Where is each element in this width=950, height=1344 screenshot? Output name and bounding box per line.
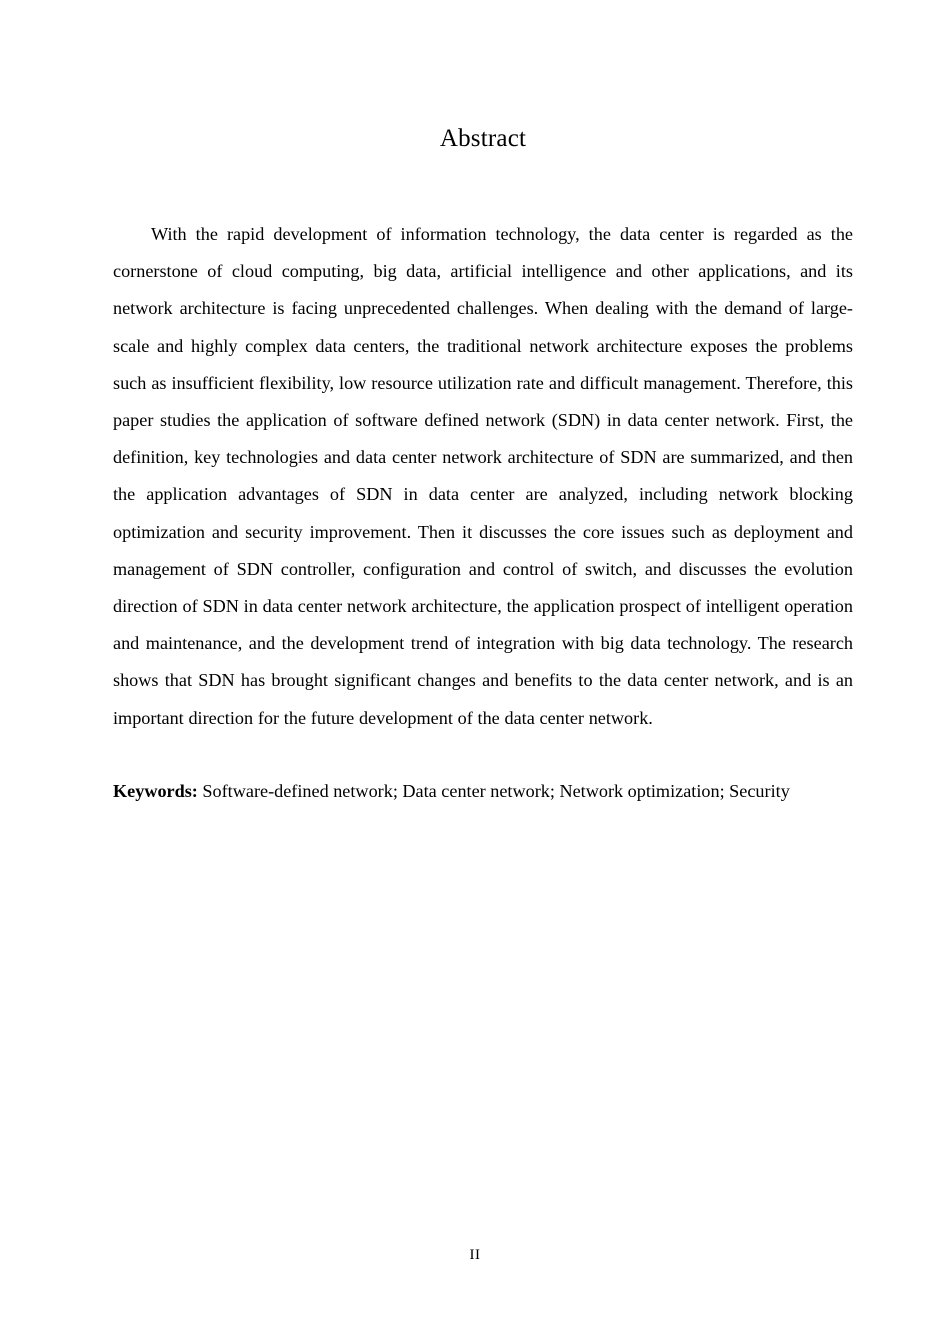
page-content — [113, 0, 853, 810]
page-title: Abstract — [439, 125, 527, 152]
keywords-line — [113, 737, 853, 810]
abstract-paragraph: With the rapid development of information technology, the data center is regarded as the cornerstone of cloud computing, big data, artificial intelligence and other applications, and its network architecture is facing unprecedented challenges. When dealing with the demand of large-scale and highly complex data centers, the traditional network architecture exposes the problems such as insufficient flexibility, low resource utilization rate and difficult management. Therefore, this paper studies the application of software defined network (SDN) in data center network. First, the definition, key technologies and data center network architecture of SDN are summarized, and then the application advantages of SDN in data center are analyzed, including network blocking optimization and security improvement. Then it discusses the core issues such as deployment and management of SDN controller, configuration and control of switch, and discusses the evolution direction of SDN in data center network architecture, the application prospect of intelligent operation and maintenance, and the development trend of integration with big data technology. The research shows that SDN has brought significant changes and benefits to the data center network, and is an important direction for the future development of the data center network. — [113, 224, 853, 728]
keywords-label: Keywords: — [113, 780, 198, 801]
keywords-value: Software-defined network; Data center network; Network optimization; Security — [197, 780, 790, 801]
page-number: II — [469, 1247, 481, 1263]
